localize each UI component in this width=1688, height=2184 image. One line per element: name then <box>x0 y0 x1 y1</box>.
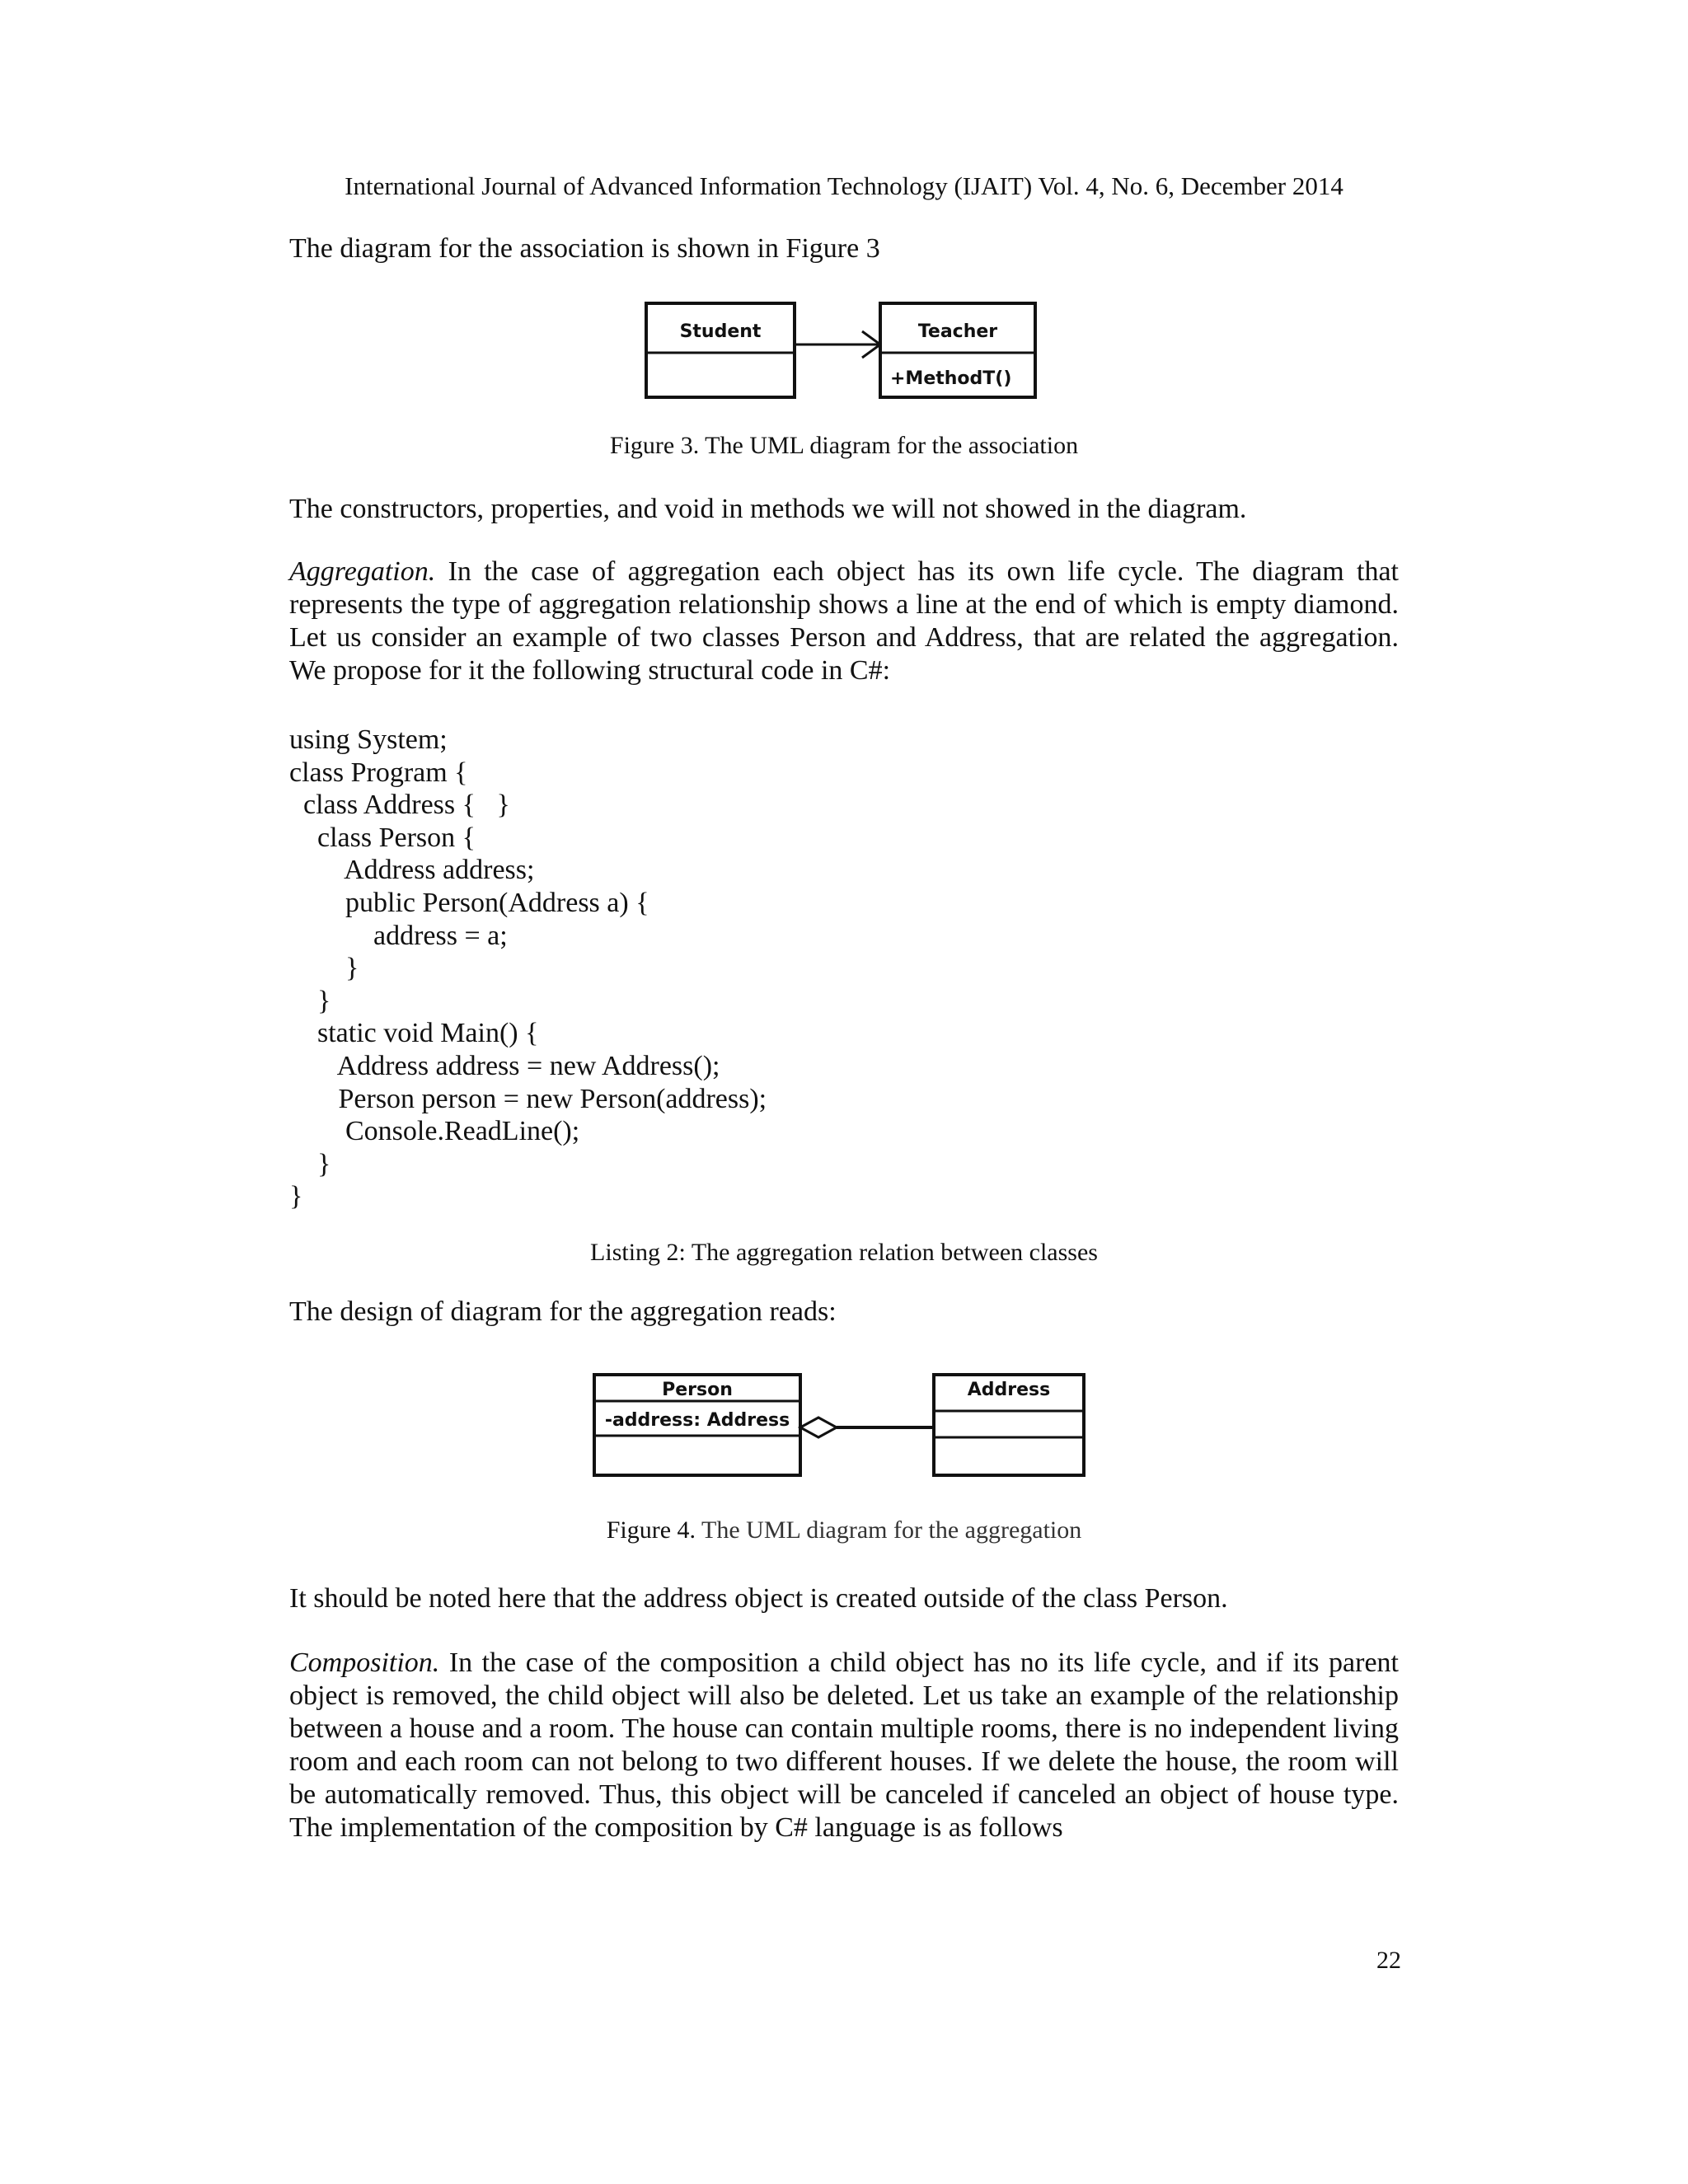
person-class-name: Person <box>662 1380 733 1400</box>
composition-paragraph <box>289 1647 1399 1844</box>
design-paragraph: The design of diagram for the aggregation reads: <box>289 1296 837 1327</box>
code-line: class Address { } <box>289 790 510 821</box>
running-header: International Journal of Advanced Information Technology (IJAIT) Vol. 4, No. 6, December 2014 <box>345 171 1343 200</box>
code-line: } <box>289 953 359 984</box>
aggregation-connector <box>800 1418 934 1437</box>
listing2-caption: Listing 2: The aggregation relation between classes <box>590 1239 1098 1266</box>
code-line: class Program { <box>289 757 468 788</box>
page-number: 22 <box>1376 1947 1401 1974</box>
person-attribute: -address: Address <box>604 1410 790 1431</box>
student-class-box <box>646 303 795 397</box>
figure4-caption-label: Figure 4. <box>606 1516 696 1544</box>
figure4-caption <box>0 1516 1688 1544</box>
figure3-association-diagram <box>643 300 1039 401</box>
empty-diamond-icon <box>800 1418 837 1437</box>
code-line: Address address = new Address(); <box>289 1050 720 1081</box>
address-class-box <box>934 1375 1084 1475</box>
code-line: using System; <box>289 724 448 755</box>
code-line: public Person(Address a) { <box>289 887 649 918</box>
code-line: static void Main() { <box>289 1018 539 1049</box>
code-line: } <box>289 985 331 1016</box>
code-line: Console.ReadLine(); <box>289 1116 580 1147</box>
code-line: address = a; <box>289 920 508 951</box>
composition-term: Composition. <box>289 1647 440 1678</box>
teacher-class-name: Teacher <box>917 321 998 342</box>
code-line: class Person { <box>289 822 476 853</box>
figure4-caption-text: The UML diagram for the aggregation <box>696 1516 1082 1544</box>
teacher-method: +MethodT() <box>890 368 1012 389</box>
noted-paragraph: It should be noted here that the address object is created outside of the class Person. <box>289 1583 1228 1614</box>
constructors-paragraph: The constructors, properties, and void in methods we will not showed in the diagram. <box>289 494 1247 524</box>
code-line: Address address; <box>289 855 535 886</box>
composition-text: In the case of the composition a child object has no its life cycle, and if its parent object is removed, the child object will also be deleted. Let us take an example of the relationship between a house and a room. The house can contain multiple rooms, there is no independent living room and each room can not belong to two different houses. If we delete the house, the room will be automatically removed. Thus, this object will be canceled if canceled an object of house type. The implementation of the composition by C# language is as follows <box>289 1647 1399 1843</box>
code-line: } <box>289 1148 331 1179</box>
figure3-intro-paragraph: The diagram for the association is shown in Figure 3 <box>289 233 880 264</box>
student-class-name: Student <box>679 321 762 342</box>
teacher-class-box <box>880 303 1035 397</box>
association-arrow <box>795 331 880 358</box>
aggregation-paragraph <box>289 555 1399 687</box>
code-line: Person person = new Person(address); <box>289 1083 767 1114</box>
figure4-aggregation-diagram <box>591 1371 1089 1479</box>
person-class-box <box>594 1375 800 1475</box>
aggregation-term: Aggregation. <box>289 556 436 587</box>
listing2-code-block <box>289 724 767 1213</box>
address-class-name: Address <box>967 1380 1051 1400</box>
figure3-caption: Figure 3. The UML diagram for the association <box>609 432 1079 459</box>
aggregation-text: In the case of aggregation each object has its own life cycle. The diagram that represents the type of aggregation relationship shows a line at the end of which is empty diamond. Let us consider an example of two classes Person and Address, that are related the aggregation. We propose for it the following structural code in C#: <box>289 556 1399 686</box>
code-line: } <box>289 1181 303 1212</box>
